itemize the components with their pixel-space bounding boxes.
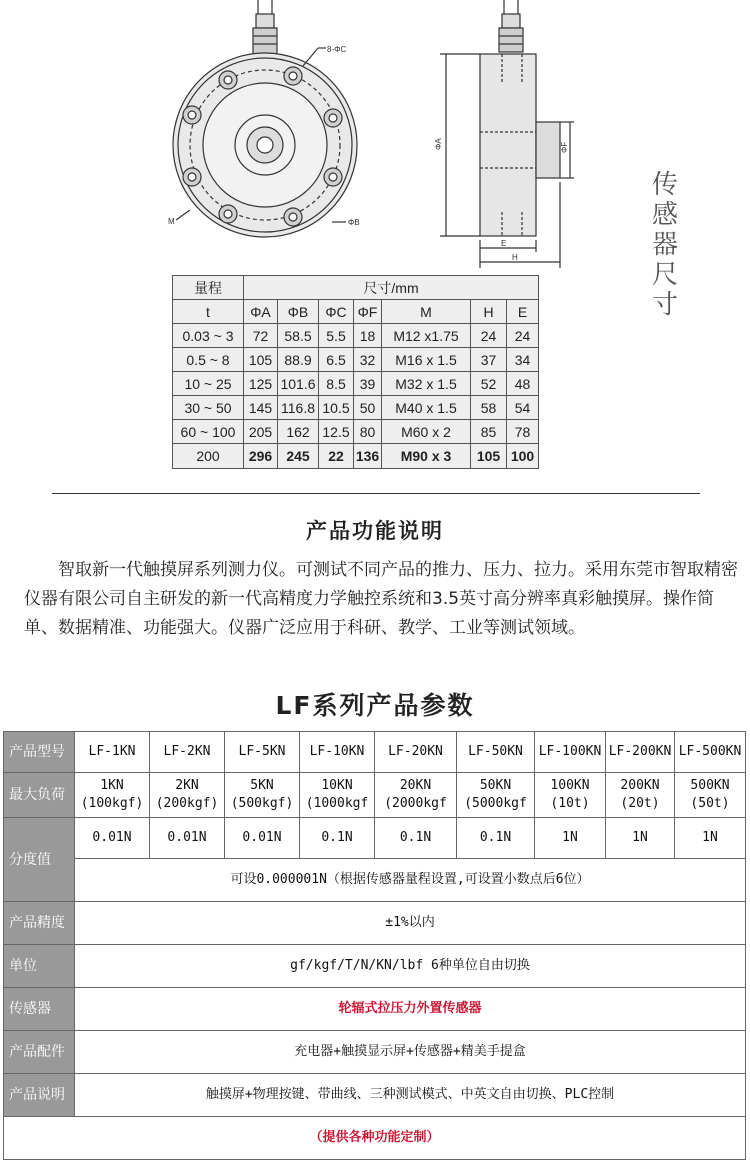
table-row — [4, 988, 746, 1031]
table-cell: 10.5 — [319, 396, 354, 420]
table-row — [4, 859, 746, 902]
table-cell: 8.5 — [319, 372, 354, 396]
side-view — [440, 0, 574, 268]
load-cell — [457, 773, 535, 818]
load-unit: (100kgf) — [80, 796, 144, 811]
load-cell — [606, 773, 675, 818]
column-header: ΦB — [278, 300, 319, 324]
load-value: 50KN — [479, 778, 512, 793]
division-cell: 0.01N — [75, 818, 150, 859]
table-cell: 116.8 — [278, 396, 319, 420]
load-unit: (10t) — [550, 796, 590, 811]
table-row — [173, 444, 539, 469]
column-header: E — [507, 300, 539, 324]
table-row — [173, 276, 539, 300]
table-row — [4, 773, 746, 818]
table-cell: M90 x 3 — [382, 444, 471, 469]
model-cell: LF-20KN — [375, 732, 457, 773]
division-label: 分度值 — [4, 818, 75, 902]
table-row — [173, 324, 539, 348]
table-cell: 100 — [507, 444, 539, 469]
load-value: 100KN — [550, 778, 590, 793]
table-cell: 296 — [244, 444, 278, 469]
label-phib: ΦB — [348, 218, 360, 227]
division-cell: 1N — [606, 818, 675, 859]
load-value: 200KN — [620, 778, 660, 793]
table-cell: 85 — [471, 420, 507, 444]
table-cell: 30 ~ 50 — [173, 396, 244, 420]
accessories-label: 产品配件 — [4, 1031, 75, 1074]
table-row — [4, 818, 746, 859]
table-row — [173, 372, 539, 396]
table-cell: 18 — [354, 324, 382, 348]
spec-table — [3, 731, 746, 1160]
load-value: 500KN — [690, 778, 730, 793]
division-cell: 0.01N — [225, 818, 300, 859]
accuracy-label: 产品精度 — [4, 902, 75, 945]
column-header: ΦC — [319, 300, 354, 324]
load-unit: (2000kgf — [384, 796, 447, 811]
load-cell — [675, 773, 746, 818]
range-header: 量程 — [173, 276, 244, 300]
division-cell: 0.1N — [300, 818, 375, 859]
load-value: 1KN — [100, 778, 124, 793]
table-cell: M16 x 1.5 — [382, 348, 471, 372]
label-e: E — [501, 239, 507, 248]
table-cell: 34 — [507, 348, 539, 372]
division-cell: 0.1N — [375, 818, 457, 859]
side-label-char: 尺 — [651, 260, 678, 290]
function-title: 产品功能说明 — [306, 519, 444, 543]
column-header: ΦA — [244, 300, 278, 324]
load-value: 10KN — [321, 778, 353, 793]
label-phia: ΦA — [434, 138, 443, 150]
section-divider — [52, 493, 700, 494]
label-h: H — [512, 253, 518, 262]
division-cell: 0.1N — [457, 818, 535, 859]
function-description: 智取新一代触摸屏系列测力仪。可测试不同产品的推力、压力、拉力。采用东莞市智取精密仪器有限公司自主研发的新一代高精度力学触控系统和3.5英寸高分辨率真彩触摸屏。操作简单、数据精准、功能强大。仪器广泛应用于科研、教学、工业等测试领域。 — [24, 560, 738, 638]
column-header: H — [471, 300, 507, 324]
model-cell: LF-10KN — [300, 732, 375, 773]
table-cell: 10 ~ 25 — [173, 372, 244, 396]
table-cell: 32 — [354, 348, 382, 372]
table-cell: 5.5 — [319, 324, 354, 348]
load-unit: (50t) — [690, 796, 730, 811]
load-unit: (500kgf) — [230, 796, 294, 811]
table-row — [173, 300, 539, 324]
table-cell: 72 — [244, 324, 278, 348]
table-cell: 145 — [244, 396, 278, 420]
model-cell: LF-5KN — [225, 732, 300, 773]
sensor-label: 传感器 — [4, 988, 75, 1031]
table-cell: 80 — [354, 420, 382, 444]
table-cell: 105 — [471, 444, 507, 469]
model-cell: LF-2KN — [150, 732, 225, 773]
table-cell: 205 — [244, 420, 278, 444]
load-unit: (1000kgf — [305, 796, 369, 811]
table-cell: 78 — [507, 420, 539, 444]
side-label-char: 传 — [651, 170, 678, 200]
load-unit: (200kgf) — [155, 796, 219, 811]
table-row — [4, 1074, 746, 1117]
side-label-char: 寸 — [651, 290, 678, 320]
model-cell: LF-100KN — [535, 732, 606, 773]
label-phif: ΦF — [560, 141, 569, 153]
table-row — [173, 348, 539, 372]
table-cell: M32 x 1.5 — [382, 372, 471, 396]
table-cell: 24 — [471, 324, 507, 348]
model-label: 产品型号 — [4, 732, 75, 773]
side-label-char: 器 — [651, 230, 678, 260]
load-value: 5KN — [250, 778, 274, 793]
load-value: 20KN — [399, 778, 432, 793]
label-m: M — [168, 217, 175, 226]
sensor-technical-drawing — [150, 0, 600, 275]
sensor-size-label — [650, 170, 680, 320]
load-value: 2KN — [175, 778, 199, 793]
column-header: t — [173, 300, 244, 324]
spec-title: LF系列产品参数 — [275, 691, 475, 720]
unit-label: 单位 — [4, 945, 75, 988]
table-cell: M12 x1.75 — [382, 324, 471, 348]
table-row — [173, 396, 539, 420]
load-cell — [535, 773, 606, 818]
load-cell — [150, 773, 225, 818]
load-unit: (5000kgf — [464, 796, 527, 811]
table-cell: 50 — [354, 396, 382, 420]
table-cell: 162 — [278, 420, 319, 444]
table-cell: 24 — [507, 324, 539, 348]
table-cell: 136 — [354, 444, 382, 469]
table-cell: 88.9 — [278, 348, 319, 372]
table-cell: 12.5 — [319, 420, 354, 444]
table-row — [4, 902, 746, 945]
description-value: 触摸屏+物理按键、带曲线、三种测试模式、中英文自由切换、PLC控制 — [75, 1074, 746, 1117]
table-cell: 22 — [319, 444, 354, 469]
table-cell: 200 — [173, 444, 244, 469]
table-cell: 245 — [278, 444, 319, 469]
size-header: 尺寸/mm — [244, 276, 539, 300]
column-header: M — [382, 300, 471, 324]
table-cell: 52 — [471, 372, 507, 396]
division-cell: 1N — [675, 818, 746, 859]
sensor-value: 轮辐式拉压力外置传感器 — [75, 988, 746, 1031]
table-cell: 125 — [244, 372, 278, 396]
load-cell — [375, 773, 457, 818]
division-cell: 1N — [535, 818, 606, 859]
load-cell — [225, 773, 300, 818]
model-cell: LF-200KN — [606, 732, 675, 773]
custom-note: （提供各种功能定制） — [4, 1117, 746, 1160]
table-cell: 105 — [244, 348, 278, 372]
table-cell: 39 — [354, 372, 382, 396]
table-row — [4, 1117, 746, 1160]
table-cell: 58 — [471, 396, 507, 420]
table-row — [4, 945, 746, 988]
division-note: 可设0.000001N（根据传感器量程设置,可设置小数点后6位） — [75, 859, 746, 902]
table-cell: 48 — [507, 372, 539, 396]
unit-value: gf/kgf/T/N/KN/lbf 6种单位自由切换 — [75, 945, 746, 988]
label-8phic: 8-ΦC — [327, 45, 347, 54]
dimension-table — [172, 275, 539, 469]
table-row — [4, 732, 746, 773]
table-row — [173, 420, 539, 444]
column-header: ΦF — [354, 300, 382, 324]
front-view — [173, 0, 357, 237]
table-cell: 58.5 — [278, 324, 319, 348]
table-cell: M60 x 2 — [382, 420, 471, 444]
division-cell: 0.01N — [150, 818, 225, 859]
model-cell: LF-500KN — [675, 732, 746, 773]
table-cell: 60 ~ 100 — [173, 420, 244, 444]
model-cell: LF-50KN — [457, 732, 535, 773]
accessories-value: 充电器+触摸显示屏+传感器+精美手提盒 — [75, 1031, 746, 1074]
load-label: 最大负荷 — [4, 773, 75, 818]
description-label: 产品说明 — [4, 1074, 75, 1117]
table-cell: 54 — [507, 396, 539, 420]
table-cell: 101.6 — [278, 372, 319, 396]
load-cell — [300, 773, 375, 818]
load-unit: (20t) — [620, 796, 660, 811]
load-cell — [75, 773, 150, 818]
table-cell: 6.5 — [319, 348, 354, 372]
table-cell: 0.5 ~ 8 — [173, 348, 244, 372]
model-cell: LF-1KN — [75, 732, 150, 773]
table-row — [4, 1031, 746, 1074]
table-cell: 37 — [471, 348, 507, 372]
side-label-char: 感 — [651, 200, 678, 230]
table-cell: 0.03 ~ 3 — [173, 324, 244, 348]
accuracy-value: ±1%以内 — [75, 902, 746, 945]
table-cell: M40 x 1.5 — [382, 396, 471, 420]
